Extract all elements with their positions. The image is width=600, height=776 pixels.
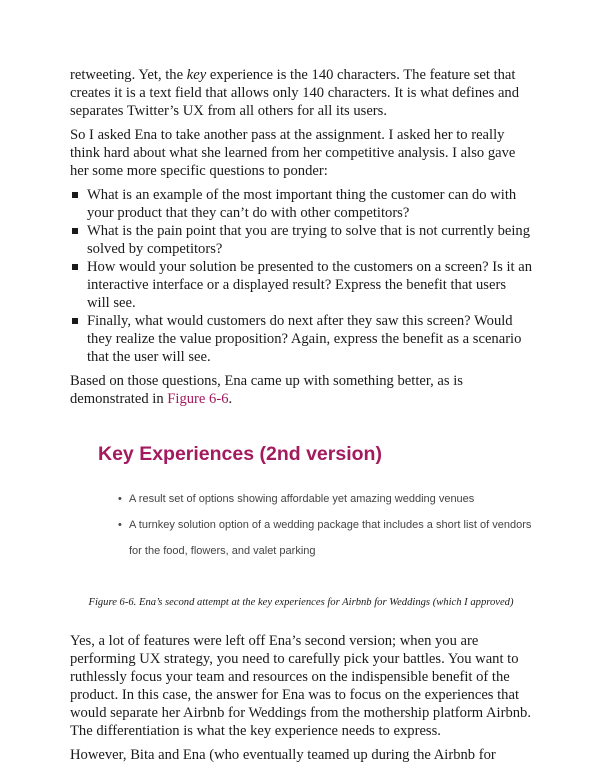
bullet-dot-icon: • (118, 493, 122, 505)
figure-bullet-list (118, 486, 538, 564)
square-bullet-icon (72, 228, 78, 234)
figure-caption: Figure 6-6. Ena’s second attempt at the key experiences for Airbnb for Weddings (which I approved) (88, 597, 514, 608)
final-line: However, Bita and Ena (who eventually teamed up during the Airbnb for (70, 747, 496, 763)
list-item (70, 312, 532, 366)
square-bullet-icon (72, 318, 78, 324)
questions-list (70, 186, 532, 366)
based-paragraph (70, 372, 532, 408)
list-item (70, 222, 532, 258)
based-text: Based on those questions, Ena came up with something better, as is demonstrated in (70, 373, 463, 407)
list-item (70, 186, 532, 222)
intro-text-end: experience is the 140 characters. The feature set that creates it is a text field that allows only 140 characters. It is what defines and separates Twitter’s UX from all others for all its users. (70, 67, 520, 119)
square-bullet-icon (72, 264, 78, 270)
figure-bullet (118, 512, 538, 564)
figure-link[interactable]: Figure 6-6 (167, 391, 229, 407)
figure-bullet-text: A result set of options showing affordable yet amazing wedding venues (129, 493, 475, 505)
list-item-text: How would your solution be presented to the customers on a screen? Is it an interactive interface or a displayed result? Express the benefit that users will see. (87, 259, 533, 311)
based-text-end: . (228, 391, 233, 407)
closing-paragraph: Yes, a lot of features were left off Ena’s second version; when you are performing UX strategy, you need to carefully pick your battles. You want to ruthlessly focus your team and resources on the indispensible benefit of the product. In this case, the answer for Ena was to focus on the experiences that would separate her Airbnb for Weddings from the mothership platform Airbnb. The differentiation is what the key experience needs to express. (70, 633, 531, 739)
figure-title: Key Experiences (2nd version) (98, 443, 382, 465)
key-emphasis: key (186, 67, 207, 83)
list-item-text: Finally, what would customers do next after they saw this screen? Would they realize the value proposition? Again, express the benefit as a scenario that the user will see. (87, 313, 522, 365)
figure-6-6 (70, 440, 532, 596)
bullet-dot-icon: • (118, 519, 122, 531)
document-page (70, 66, 532, 770)
list-item-text: What is an example of the most important thing the customer can do with your product that they can’t do with other competitors? (87, 187, 517, 221)
square-bullet-icon (72, 192, 78, 198)
figure-bullet (118, 486, 538, 512)
intro-paragraph (70, 66, 532, 120)
second-paragraph: So I asked Ena to take another pass at the assignment. I asked her to really think hard about what she learned from her competitive analysis. I also gave her some more specific questions to ponder: (70, 127, 516, 179)
figure-bullet-text: A turnkey solution option of a wedding package that includes a short list of vendors for the food, flowers, and valet parking (129, 519, 532, 557)
list-item-text: What is the pain point that you are trying to solve that is not currently being solved by competitors? (87, 223, 530, 257)
intro-text-start: retweeting. Yet, the (70, 67, 187, 83)
list-item (70, 258, 532, 312)
